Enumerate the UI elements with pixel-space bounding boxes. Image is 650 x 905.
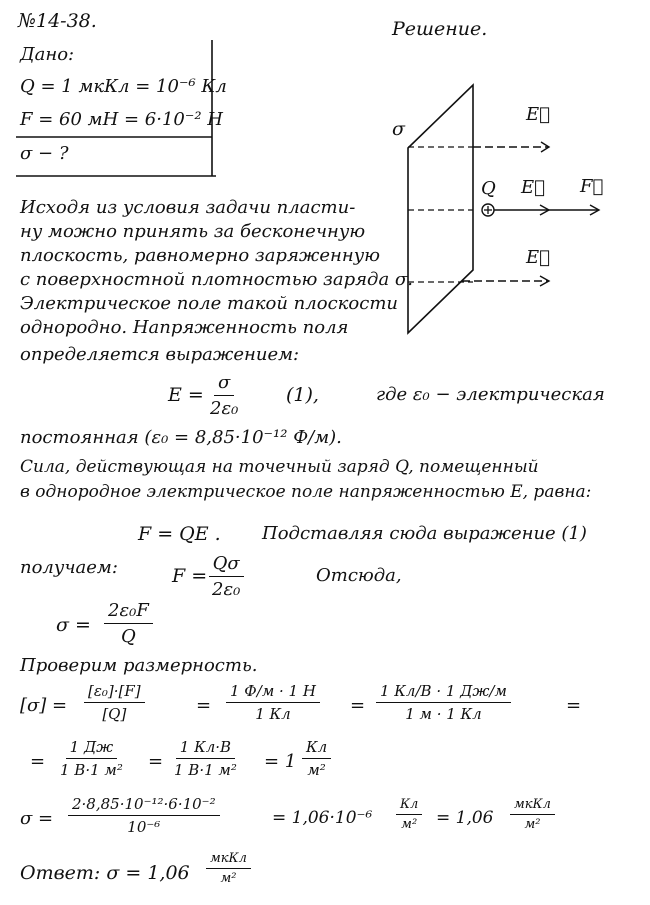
field-label-mid: E⃗ [521,177,545,198]
eq3-denominator: Q [121,626,136,647]
given-unknown: σ − ? [20,143,69,164]
eq2-numerator: Qσ [209,553,244,577]
text-line: Электрическое поле такой плоскости [20,293,398,314]
dims-f6-numerator: Кл [302,738,331,759]
dims-eq: = [148,751,164,772]
eq1-fraction [206,372,242,419]
dims-fraction-1 [84,682,145,723]
calc-unit-1-denominator: м² [401,817,418,832]
dims-fraction-6 [302,738,331,779]
dims-eq: = [566,695,582,716]
charge-q-label: Q [481,178,496,199]
plate-outline [408,85,473,333]
solution-title: Решение. [392,18,488,40]
calc-denominator: 10⁻⁶ [127,818,161,836]
eq2-denominator: 2ε₀ [212,579,241,600]
field-label-top: E⃗ [526,104,550,125]
eq3-fraction [104,600,153,647]
calc-intermediate: = 1,06·10⁻⁶ [272,808,373,828]
dims-fraction-2 [226,682,320,723]
text-line: плоскость, равномерно заряженную [20,245,380,266]
eq1-tag: (1), [286,384,319,406]
dims-f1-denominator: [Q] [102,705,127,723]
answer-text: Ответ: σ = 1,06 [20,862,190,884]
dims-eq: = [350,695,366,716]
text-line: однородно. Напряженность поля [20,317,349,338]
dims-f6-denominator: м² [307,761,326,779]
eq2-lhs: F = [172,565,208,587]
calc-unit-2 [510,797,555,832]
dims-fraction-3 [376,682,511,723]
given-force: F = 60 мН = 6·10⁻² Н [20,109,224,130]
force-text-line: в однородное электрическое поле напряженностью E, равна: [20,482,592,502]
answer-unit-denominator: м² [220,871,237,886]
dims-f3-numerator: 1 Кл/В · 1 Дж/м [376,682,511,703]
force-label: F⃗ [580,176,604,197]
dims-f3-denominator: 1 м · 1 Кл [405,705,482,723]
calc-unit-1-numerator: Кл [396,797,422,815]
force-text-line: Сила, действующая на точечный заряд Q, помещенный [20,457,539,477]
check-units-text: Проверим размерность. [20,655,258,676]
eq2-fraction [208,553,244,600]
eq1-where: где ε₀ − электрическая [376,384,605,405]
obtain-text: получаем: [20,557,118,578]
eq3-numerator: 2ε₀F [104,600,153,624]
dims-lhs: [σ] = [20,695,68,716]
calc-unit-2-numerator: мкКл [510,797,555,815]
eq1-numerator: σ [214,372,234,396]
dims-f2-denominator: 1 Кл [255,705,291,723]
calc-fraction [68,795,220,836]
eq1-lhs: E = [168,384,204,406]
text-line: с поверхностной плотностью заряда σ. [20,269,413,290]
eq1-denominator: 2ε₀ [210,398,239,419]
dims-result: = 1 [264,751,297,772]
plate-sigma-label: σ [392,118,405,140]
answer-unit [206,851,251,886]
text-line: Исходя из условия задачи пласти- [20,197,356,218]
calc-lhs: σ = [20,808,54,829]
constant-line: постоянная (ε₀ = 8,85·10⁻¹² Ф/м). [20,427,342,448]
field-label-bottom: E⃗ [526,247,550,268]
dims-fraction-4 [56,738,127,779]
problem-number: №14-38. [18,10,97,32]
eq3-lhs: σ = [56,614,91,636]
answer-unit-numerator: мкКл [206,851,251,869]
dims-eq: = [30,751,46,772]
eq-force: F = QE . [138,523,221,545]
dims-f4-denominator: 1 В·1 м² [60,761,123,779]
given-label: Дано: [20,44,75,65]
text-line: определяется выражением: [20,344,300,365]
dims-f4-numerator: 1 Дж [66,738,118,759]
calc-result: = 1,06 [436,808,494,828]
dims-f1-numerator: [ε₀]·[F] [84,682,145,703]
substitute-text: Подставляя сюда выражение (1) [262,523,587,544]
calc-unit-2-denominator: м² [524,817,541,832]
calc-numerator: 2·8,85·10⁻¹²·6·10⁻² [68,795,220,816]
dims-f5-denominator: 1 В·1 м² [174,761,237,779]
calc-unit-1 [396,797,422,832]
dims-f2-numerator: 1 Ф/м · 1 Н [226,682,320,703]
text-line: ну можно принять за бесконечную [20,221,366,242]
hence-text: Отсюда, [316,565,402,586]
dims-eq: = [196,695,212,716]
given-charge: Q = 1 мкКл = 10⁻⁶ Кл [20,76,227,97]
dims-f5-numerator: 1 Кл·В [176,738,235,759]
dims-fraction-5 [170,738,241,779]
